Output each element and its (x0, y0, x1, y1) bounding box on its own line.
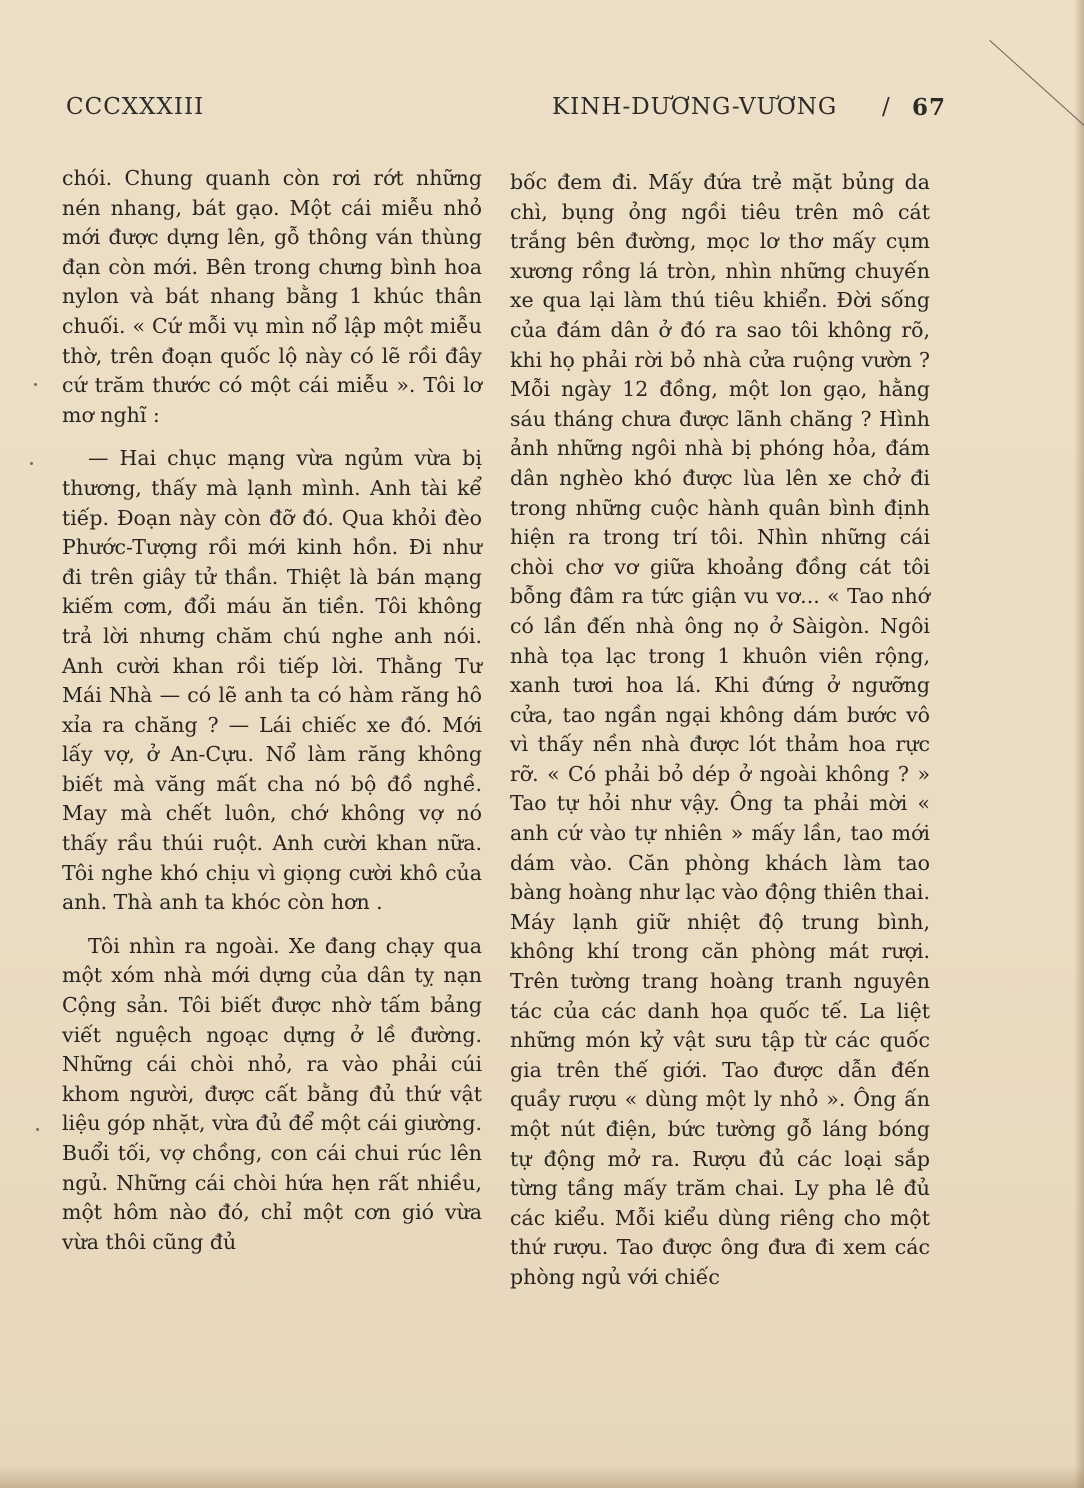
text-column-right (510, 168, 930, 1293)
paragraph: bốc đem đi. Mấy đứa trẻ mặt bủng da chì, bụng ỏng ngồi tiêu trên mô cát trắng bên đường, mọc lơ thơ mấy cụm xương rồng lá tròn, nhìn những chuyến xe qua lại làm thú tiêu khiển. Đời sống của đám dân ở đó ra sao tôi không rõ, khi họ phải rời bỏ nhà cửa ruộng vườn ? Mỗi ngày 12 đồng, một lon gạo, hằng sáu tháng chưa được lãnh chăng ? Hình ảnh những ngôi nhà bị phóng hỏa, đám dân nghèo khó được lùa lên xe chở đi trong những cuộc hành quân bình định hiện ra trong trí tôi. Nhìn những cái chòi chơ vơ giữa khoảng đồng cát tôi bỗng đâm ra tức giận vu vơ... « Tao nhớ có lần đến nhà ông nọ ở Sàigòn. Ngôi nhà tọa lạc trong 1 khuôn viên rộng, xanh tươi hoa lá. Khi đứng ở ngưỡng cửa, tao ngần ngại không dám bước vô vì thấy nền nhà được lót thảm hoa rực rỡ. « Có phải bỏ dép ở ngoài không ? » Tao tự hỏi như vậy. Ông ta phải mời « anh cứ vào tự nhiên » mấy lần, tao mới dám vào. Căn phòng khách làm tao bàng hoàng như lạc vào động thiên thai. Máy lạnh giữ nhiệt độ trung bình, không khí trong căn phòng mát rượi. Trên tường trang hoàng tranh nguyên tác của các danh họa quốc tế. La liệt những món kỷ vật sưu tập từ các quốc gia trên thế giới. Tao được dẫn đến quầy rượu « dùng một ly nhỏ ». Ông ấn một nút điện, bức tường gỗ láng bóng tự động mở ra. Rượu đủ các loại sắp từng tầng mấy trăm chai. Ly pha lê đủ các kiểu. Mỗi kiểu dùng riêng cho một thứ rượu. Tao được ông đưa đi xem các phòng ngủ với chiếc (510, 170, 930, 1289)
running-head-separator: / (882, 94, 891, 120)
running-head-left: CCCXXXIII (66, 94, 205, 120)
paragraph: chói. Chung quanh còn rơi rớt những nén nhang, bát gạo. Một cái miễu nhỏ mới được dựng lên, gỗ thông ván thùng đạn còn mới. Bên trong chưng bình hoa nylon và bát nhang bằng 1 khúc thân chuối. « Cứ mỗi vụ mìn nổ lập một miễu thờ, trên đoạn quốc lộ này có lẽ rồi đây cứ trăm thước có một cái miễu ». Tôi lơ mơ nghĩ : (62, 166, 482, 427)
page-number: 67 (912, 94, 947, 121)
page-fold-crease (989, 40, 1084, 134)
paper-speck (36, 1128, 39, 1131)
page-edge-shadow (1074, 0, 1084, 1488)
running-head-right: KINH-DƯƠNG-VƯƠNG (552, 94, 838, 120)
paper-speck (30, 462, 33, 465)
text-column-left (62, 164, 482, 1257)
page-bottom-shadow (0, 1466, 1084, 1488)
paragraph: Tôi nhìn ra ngoài. Xe đang chạy qua một xóm nhà mới dựng của dân tỵ nạn Cộng sản. Tôi biết được nhờ tấm bảng viết nguệch ngoạc dựng ở lề đường. Những cái chòi nhỏ, ra vào phải cúi khom người, được cất bằng đủ thứ vật liệu góp nhặt, vừa đủ để một cái giường. Buổi tối, vợ chồng, con cái chui rúc lên ngủ. Những cái chòi hứa hẹn rất nhiều, một hôm nào đó, chỉ một cơn gió vừa vừa thôi cũng đủ (62, 933, 482, 1254)
paragraph: — Hai chục mạng vừa ngủm vừa bị thương, thấy mà lạnh mình. Anh tài kể tiếp. Đoạn này còn đỡ đó. Qua khỏi đèo Phước-Tượng rồi mới kinh hồn. Đi như đi trên giây tử thần. Thiệt là bán mạng kiếm cơm, đổi máu ăn tiền. Tôi không trả lời nhưng chăm chú nghe anh nói. Anh cười khan rồi tiếp lời. Thằng Tư Mái Nhà — có lẽ anh ta có hàm răng hô xỉa ra chăng ? — Lái chiếc xe đó. Mới lấy vợ, ở An-Cựu. Nổ làm răng không biết mà văng mất cha nó bộ đồ nghề. May mà chết luôn, chớ không vợ nó thấy rầu thúi ruột. Anh cười khan nữa. Tôi nghe khó chịu vì giọng cười khô của anh. Thà anh ta khóc còn hơn . (62, 446, 482, 915)
paper-speck (34, 383, 37, 386)
